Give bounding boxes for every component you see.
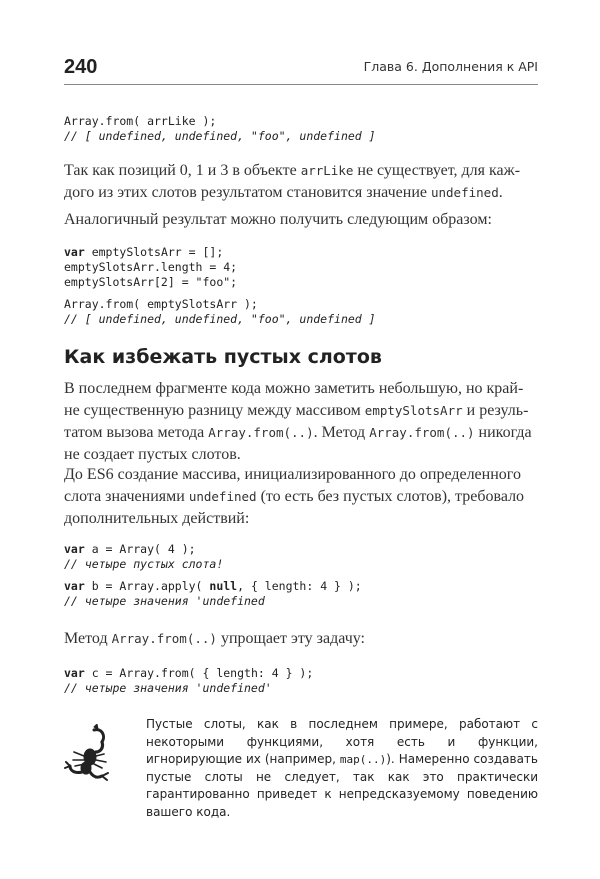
code-line: emptySlotsArr[2] = "foo"; — [64, 275, 238, 289]
inline-code: undefined — [188, 489, 257, 504]
code-keyword: var — [64, 579, 85, 593]
code-comment: // четыре пустых слота! — [64, 557, 224, 571]
inline-code: Array.from(..) — [369, 425, 475, 440]
code-keyword: var — [64, 666, 85, 680]
section-heading: Как избежать пустых слотов — [64, 346, 382, 368]
code-line: emptySlotsArr.length = 4; — [64, 260, 238, 274]
code-block-4: var c = Array.from( { length: 4 } ); // четыре значения 'undefined' — [64, 666, 314, 695]
paragraph-5: Метод Array.from(..) упрощает эту задачу: — [64, 630, 365, 647]
warning-note — [64, 716, 538, 819]
code-comment: // четыре значения 'undefined' — [64, 681, 272, 695]
code-comment: // четыре значения 'undefined — [64, 594, 265, 608]
inline-code: emptySlotsArr — [364, 403, 463, 418]
paragraph-1: Так как позиций 0, 1 и 3 в объекте arrLike не существует, для каж- дого из этих слотов результатом становится значение undefined. — [64, 162, 521, 201]
code-line: Array.from( arrLike ); — [64, 114, 217, 128]
inline-code: Array.from(..) — [111, 631, 217, 646]
code-block-3: var a = Array( 4 ); // четыре пустых слота! var b = Array.apply( null, { length: 4 } ); // четыре значения 'undefined — [64, 542, 362, 608]
code-keyword: var — [64, 542, 85, 556]
code-keyword: var — [64, 245, 85, 259]
scorpion-icon — [64, 724, 110, 784]
paragraph-2: Аналогичный результат можно получить следующим образом: — [64, 211, 492, 228]
code-comment: // [ undefined, undefined, "foo", undefined ] — [64, 312, 376, 326]
inline-code: undefined — [430, 185, 499, 200]
code-block-2: var emptySlotsArr = []; emptySlotsArr.length = 4; emptySlotsArr[2] = "foo"; Array.from( emptySlotsArr ); // [ undefined, undefined, "foo", undefined ] — [64, 245, 376, 326]
code-line: Array.from( emptySlotsArr ); — [64, 297, 258, 311]
inline-code: arrLike — [300, 163, 354, 178]
inline-code: map(..) — [339, 753, 387, 766]
code-keyword: null — [209, 579, 238, 593]
paragraph-4: До ES6 создание массива, инициализированного до определенного слота значениями undefined (то есть без пустых слотов), требовало дополнительных действий: — [64, 466, 525, 527]
chapter-title: Глава 6. Дополнения к API — [363, 59, 538, 74]
note-text: Пустые слоты, как в последнем примере, работают с некоторыми функциями, хотя есть и функции, игнорирующие их (например, map(..)). Намеренно создавать пустые слоты не следует, так как это практически гарантированно приведет к непредсказуемому поведению вашего кода. — [146, 717, 538, 819]
header-divider — [64, 84, 538, 85]
code-comment: // [ undefined, undefined, "foo", undefined ] — [64, 129, 376, 143]
page-number: 240 — [64, 56, 98, 78]
paragraph-3: В последнем фрагменте кода можно заметить небольшую, но край- не существенную разницу между массивом emptySlotsArr и резуль- татом вызова метода Array.from(..). Метод Array.from(..) никогда не создает пустых слотов. — [64, 380, 532, 463]
inline-code: Array.from(..) — [208, 425, 314, 440]
code-block-1 — [64, 114, 376, 144]
page-header — [64, 56, 538, 82]
